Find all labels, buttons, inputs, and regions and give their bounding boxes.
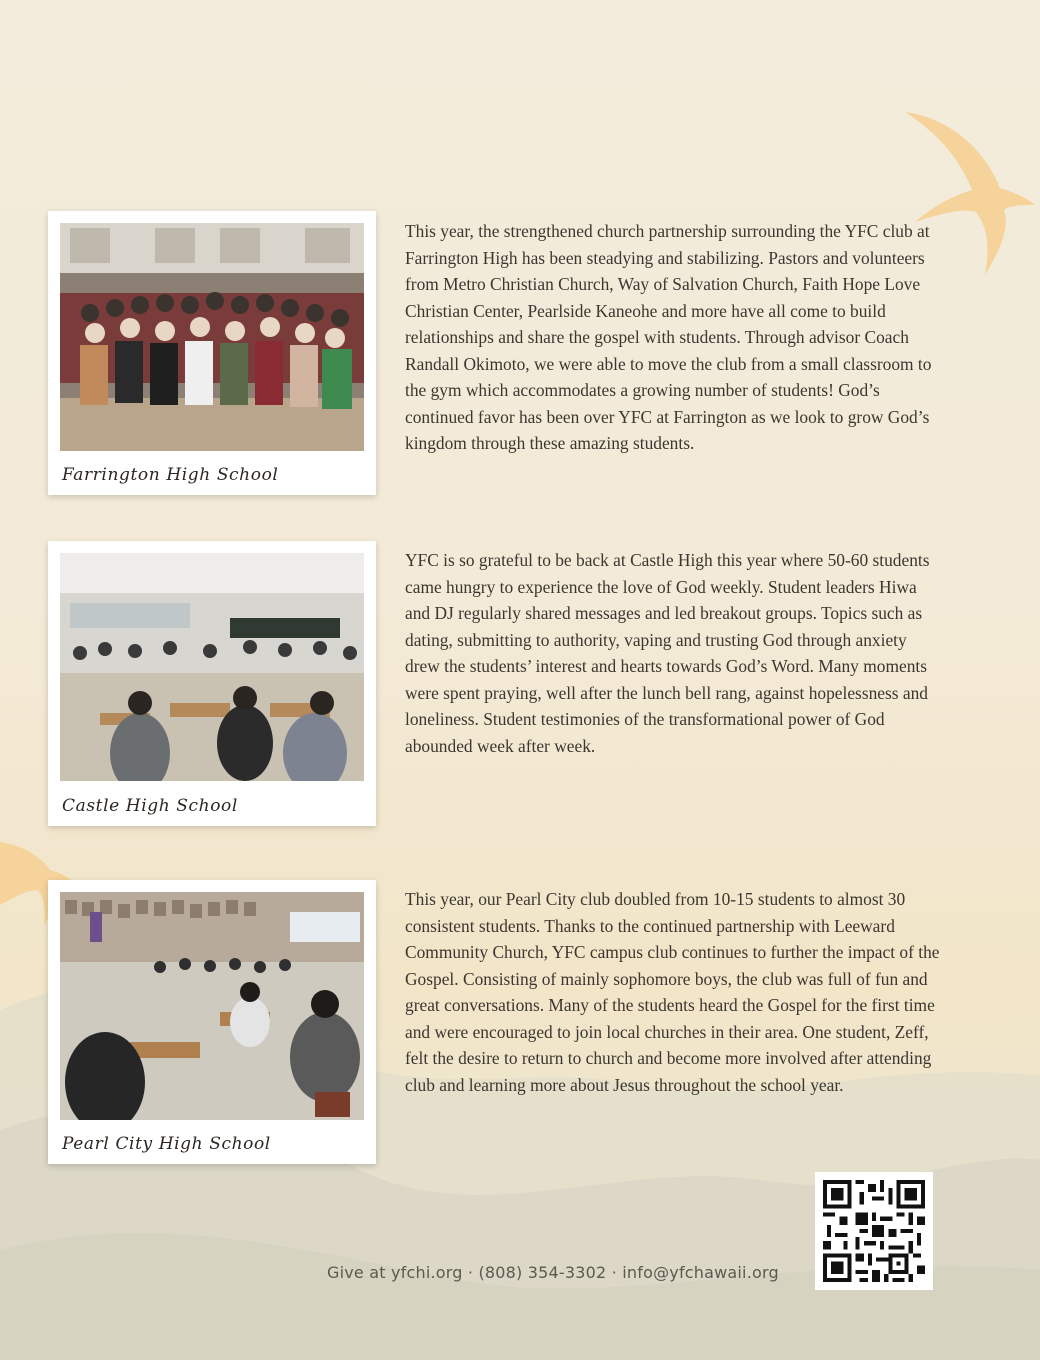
photo-card-farrington [48,211,376,495]
photo-caption: Pearl City High School [62,1134,271,1154]
photo-caption: Farrington High School [62,465,279,485]
photo-pearl-city [60,892,364,1120]
photo-castle [60,553,364,781]
classroom-photo-icon [60,892,364,1120]
qr-code-icon[interactable] [815,1172,933,1290]
group-photo-icon [60,223,364,451]
story-pearl-city: This year, our Pearl City club doubled from 10-15 students to almost 30 consistent students. Thanks to the continued partnership with Leeward Community Church, YFC campus club continues to further the impact of the Gospel. Consisting of mainly sophomore boys, the club was full of fun and great conversations. Many of the students heard the Gospel for the first time and were encouraged to join local churches in their area. One student, Zeff, felt the desire to return to church and become more involved after attending club and learning more about Jesus throughout the school year. [405,889,940,1095]
photo-farrington [60,223,364,451]
photo-caption: Castle High School [62,796,238,816]
story-farrington: This year, the strengthened church partnership surrounding the YFC club at Farrington High has been steadying and stabilizing. Pastors and volunteers from Metro Christian Church, Way of Salvation Church, Faith Hope Love Christian Center, Pearlside Kaneohe and more have all come to build relationships and share the gospel with students. Through advisor Coach Randall Okimoto, we were able to move the club from a small classroom to the gym which accommodates a growing number of students! God’s continued favor has been over YFC at Farrington as we look to grow God’s kingdom through these amazing students. [405,221,932,453]
classroom-photo-icon [60,553,364,781]
footer-contact[interactable]: Give at yfchi.org · (808) 354-3302 · info@yfchawaii.org [327,1263,779,1282]
photo-card-pearl-city [48,880,376,1164]
story-castle: YFC is so grateful to be back at Castle High this year where 50-60 students came hungry to experience the love of God weekly. Student leaders Hiwa and DJ regularly shared messages and led breakout groups. Topics such as dating, submitting to authority, vaping and trusting God through anxiety drew the students’ interest and hearts towards God’s Word. Many moments were spent praying, well after the lunch bell rang, against hopelessness and loneliness. Student testimonies of the transformational power of God abounded week after week. [405,550,930,756]
photo-card-castle [48,541,376,826]
